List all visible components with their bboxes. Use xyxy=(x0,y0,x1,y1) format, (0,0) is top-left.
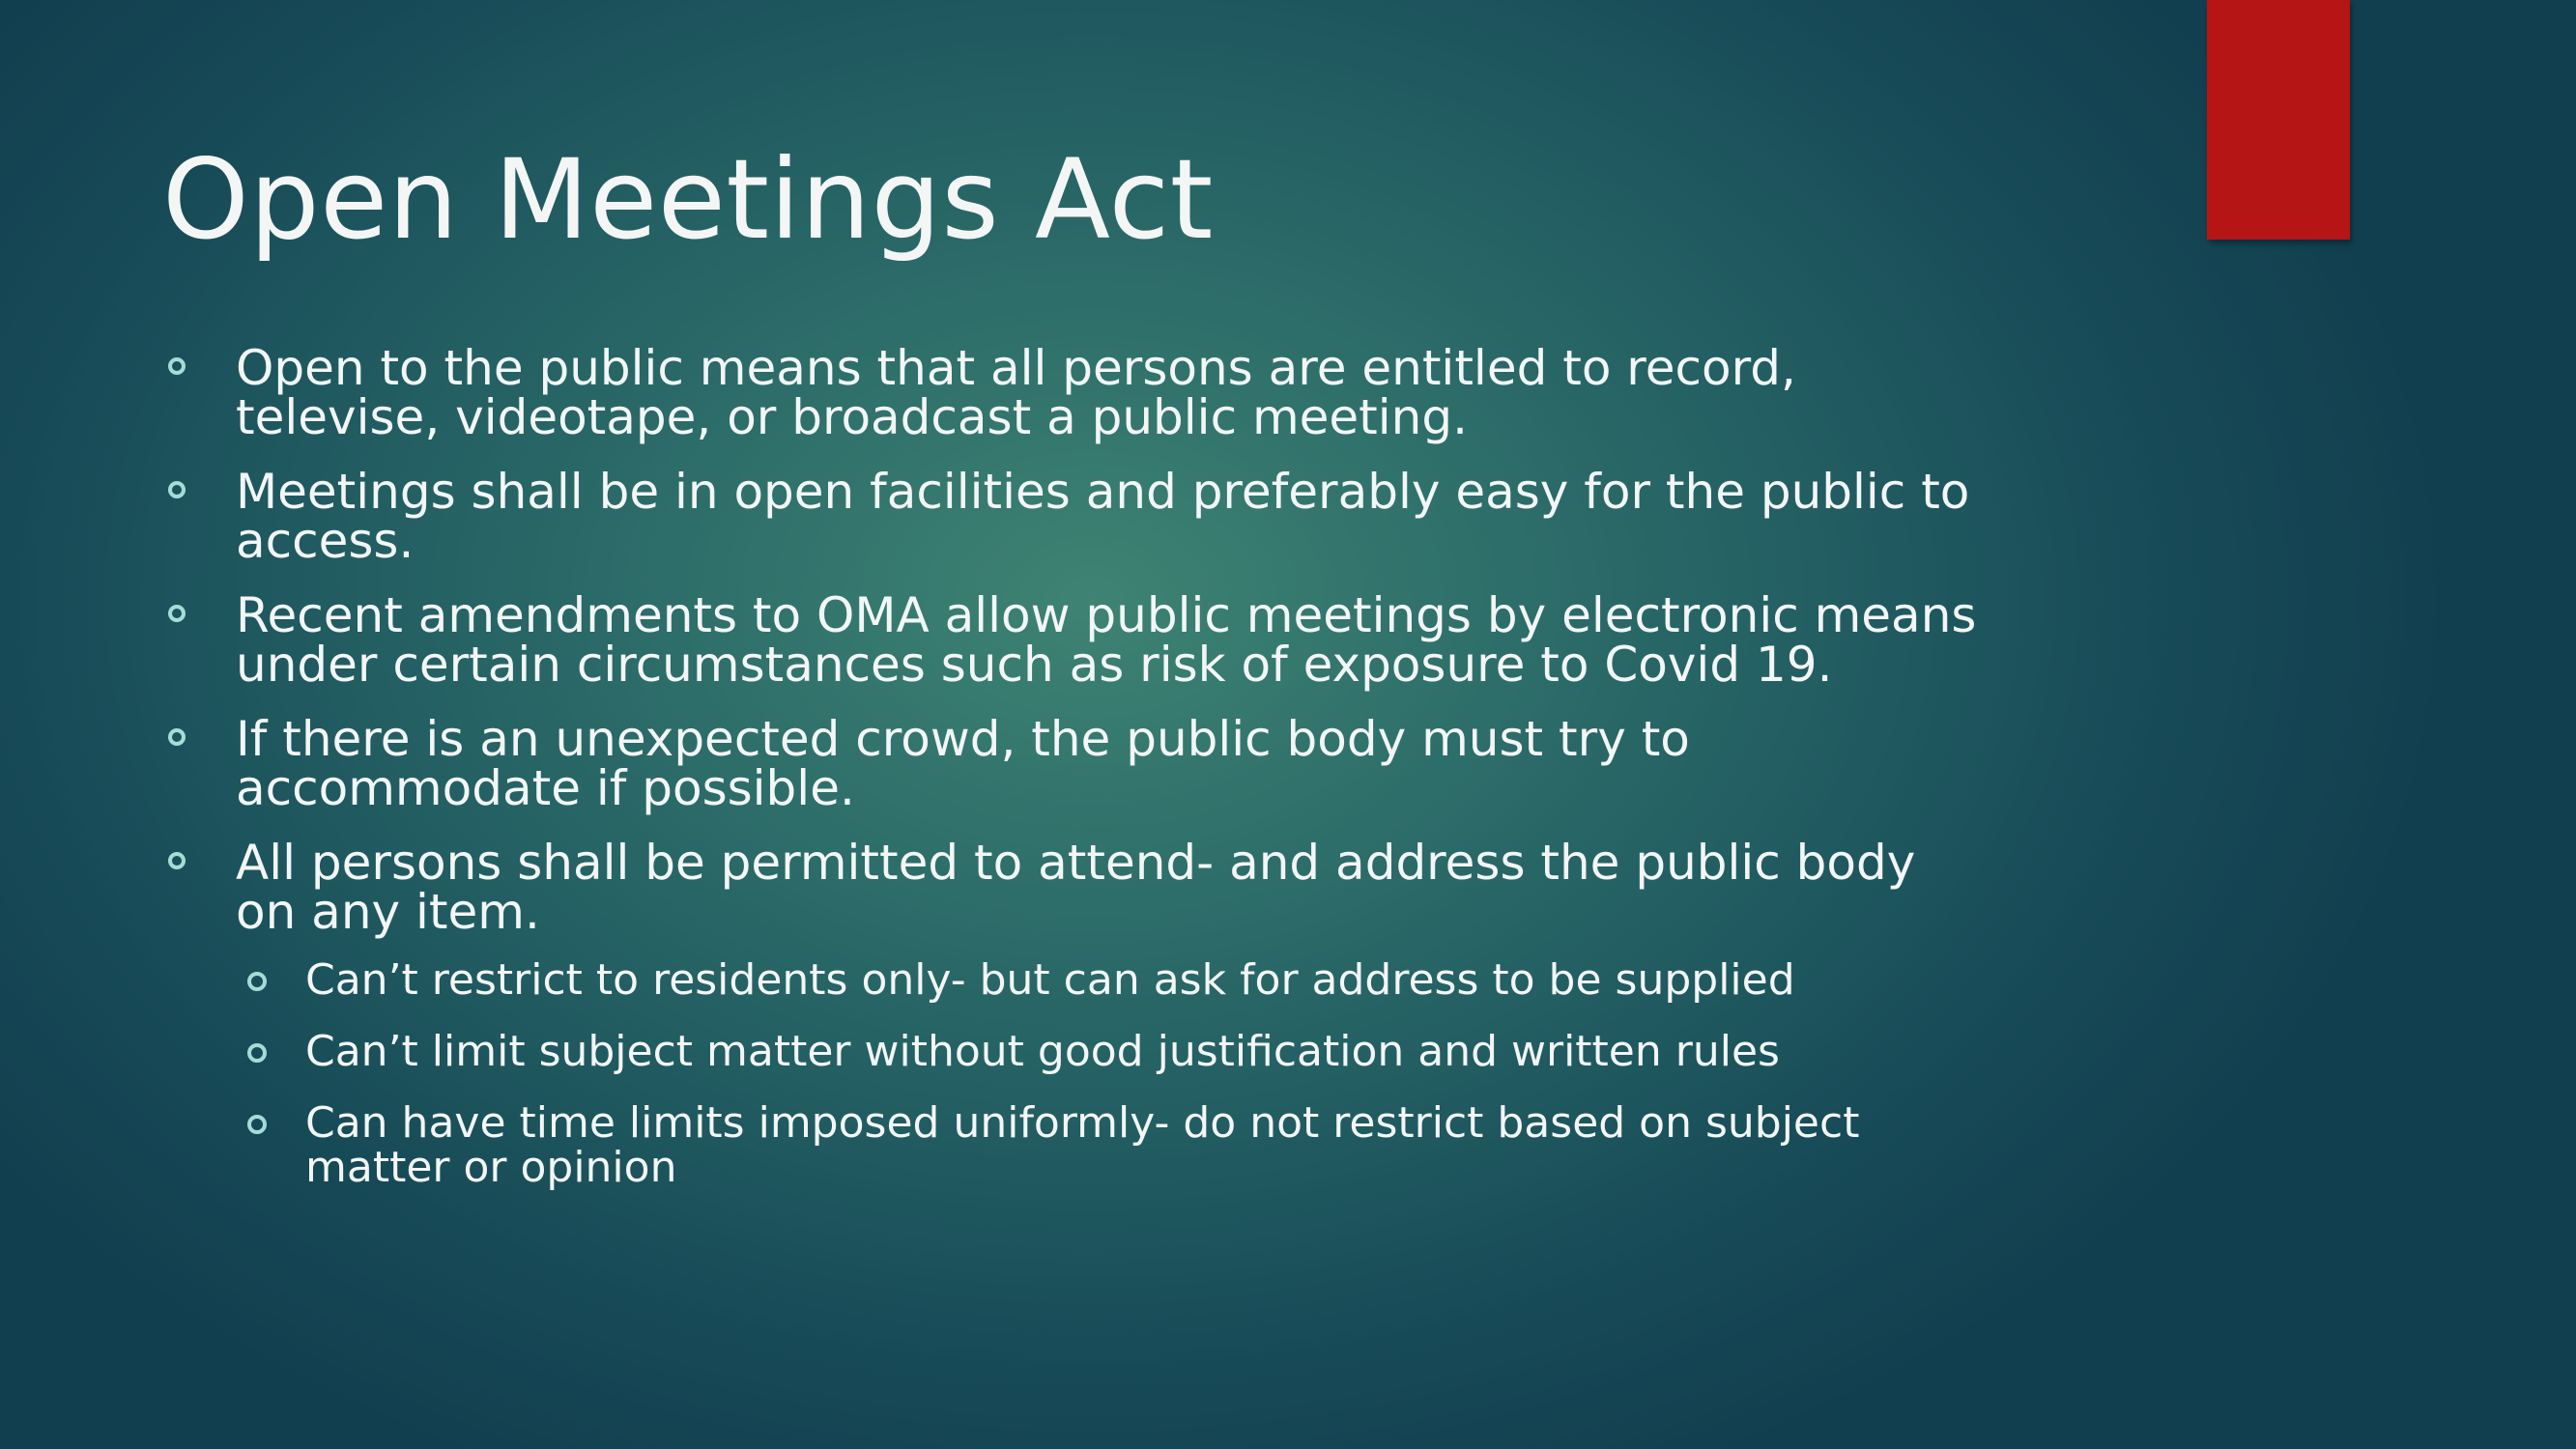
bullet-text: Meetings shall be in open facilities and preferably easy for the public to access. xyxy=(236,464,1970,569)
sub-bullet-item xyxy=(249,1027,1967,1076)
hollow-circle-icon xyxy=(168,605,186,622)
bullet-text: Open to the public means that all persons are entitled to record, televise, videotape, or broadcast a public meeting. xyxy=(236,340,1796,445)
hollow-circle-icon xyxy=(247,1043,267,1063)
hollow-circle-icon xyxy=(168,852,186,869)
bullet-item xyxy=(164,711,1782,816)
sub-bullet-item xyxy=(249,1098,1967,1192)
sub-bullet-text: Can have time limits imposed uniformly- do not restrict based on subject matter or opinion xyxy=(305,1098,1860,1192)
bullet-item xyxy=(164,464,2052,569)
sub-bullet-item xyxy=(249,955,1967,1005)
hollow-circle-icon xyxy=(168,728,186,746)
hollow-circle-icon xyxy=(247,1115,267,1134)
bullet-text: If there is an unexpected crowd, the public body must try to accommodate if possible. xyxy=(236,711,1690,816)
bullet-list xyxy=(164,340,1981,1192)
slide-body xyxy=(164,340,1981,1192)
bullet-item xyxy=(164,340,1936,445)
hollow-circle-icon xyxy=(168,481,186,498)
sub-bullet-text: Can’t restrict to residents only- but can ask for address to be supplied xyxy=(305,955,1795,1005)
slide-title: Open Meetings Act xyxy=(162,135,1214,264)
hollow-circle-icon xyxy=(168,357,186,375)
bullet-item xyxy=(164,835,1936,1192)
bullet-text: Recent amendments to OMA allow public meetings by electronic means under certain circumstances such as risk of exposure to Covid 19. xyxy=(236,587,1977,693)
sub-bullet-text: Can’t limit subject matter without good justification and written rules xyxy=(305,1027,1780,1076)
bullet-item xyxy=(164,587,2052,693)
sub-bullet-list xyxy=(249,955,1936,1192)
red-accent-bar xyxy=(2207,0,2350,240)
hollow-circle-icon xyxy=(247,972,267,991)
bullet-text: All persons shall be permitted to attend- and address the public body on any item. xyxy=(236,835,1916,940)
